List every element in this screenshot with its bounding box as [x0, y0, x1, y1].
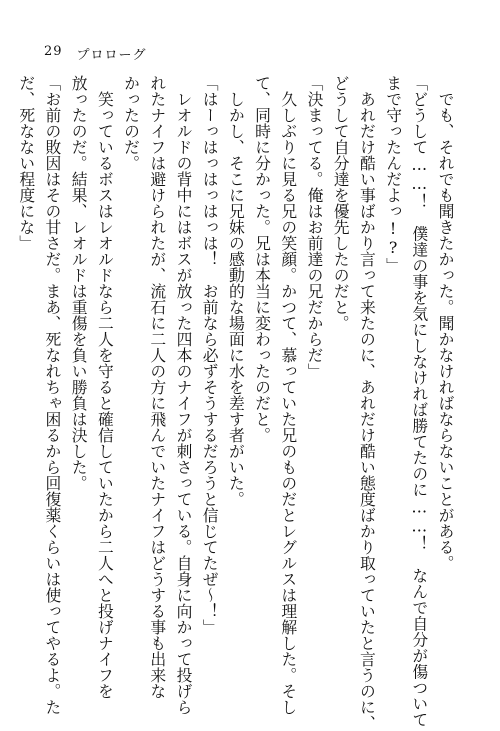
- page-header: [44, 44, 147, 63]
- text-line: しかし、そこに兄妹の感動的な場面に水を差す者がいた。: [226, 75, 246, 507]
- text-line: でも、それでも聞きたかった。聞かなければならないことがある。: [436, 75, 455, 571]
- text-line: 「お前の敗因はその甘さだ。まあ、死なれちゃ困るから回復薬くらいは使ってやるよ。た: [42, 75, 62, 715]
- text-line: れたナイフは避けられたが、流石に二人の方に飛んでいたナイフはどうする事も出来な: [147, 75, 167, 699]
- text-line: 「どうして……！ 僕達の事を気にしなければ勝てたのに……！ なんで自分が傷ついて: [409, 75, 429, 728]
- text-line: だ、死なない程度にな」: [16, 75, 36, 251]
- text-line: まで守ったんだよっ!?」: [383, 75, 403, 274]
- text-line: あれだけ酷い事ばかり言って来たのに、あれだけ酷い態度ばかり取っていたと言うのに、: [357, 75, 377, 731]
- text-line: て、同時に分かった。兄は本当に変わったのだと。: [252, 75, 272, 443]
- text-line: 「はーっはっはっはっは！ お前なら必ずそうするだろうと信じてたぜ～！」: [200, 75, 220, 635]
- text-line: レオルドの背中にはボスが放った四本のナイフが刺さっている。自身に向かって投げら: [173, 75, 193, 715]
- text-line: 放ったのだ。結果、レオルドは重傷を負い勝負は決した。: [69, 75, 89, 491]
- text-line: どうして自分達を優先したのだと。: [331, 75, 351, 331]
- text-line: 笑っているボスはレオルドなら二人を守ると確信していたから二人へと投げナイフを: [95, 75, 115, 699]
- vertical-body-text: [16, 75, 458, 731]
- page-number: 29: [44, 44, 63, 59]
- chapter-title: プロローグ: [76, 48, 147, 63]
- text-line: 「決まってる。俺はお前達の兄だからだ」: [304, 75, 324, 379]
- text-line: 久しぶりに見る兄の笑顔。かつて、慕っていた兄のものだとレグルスは理解した。そし: [278, 75, 298, 715]
- text-line: かったのだ。: [121, 75, 141, 171]
